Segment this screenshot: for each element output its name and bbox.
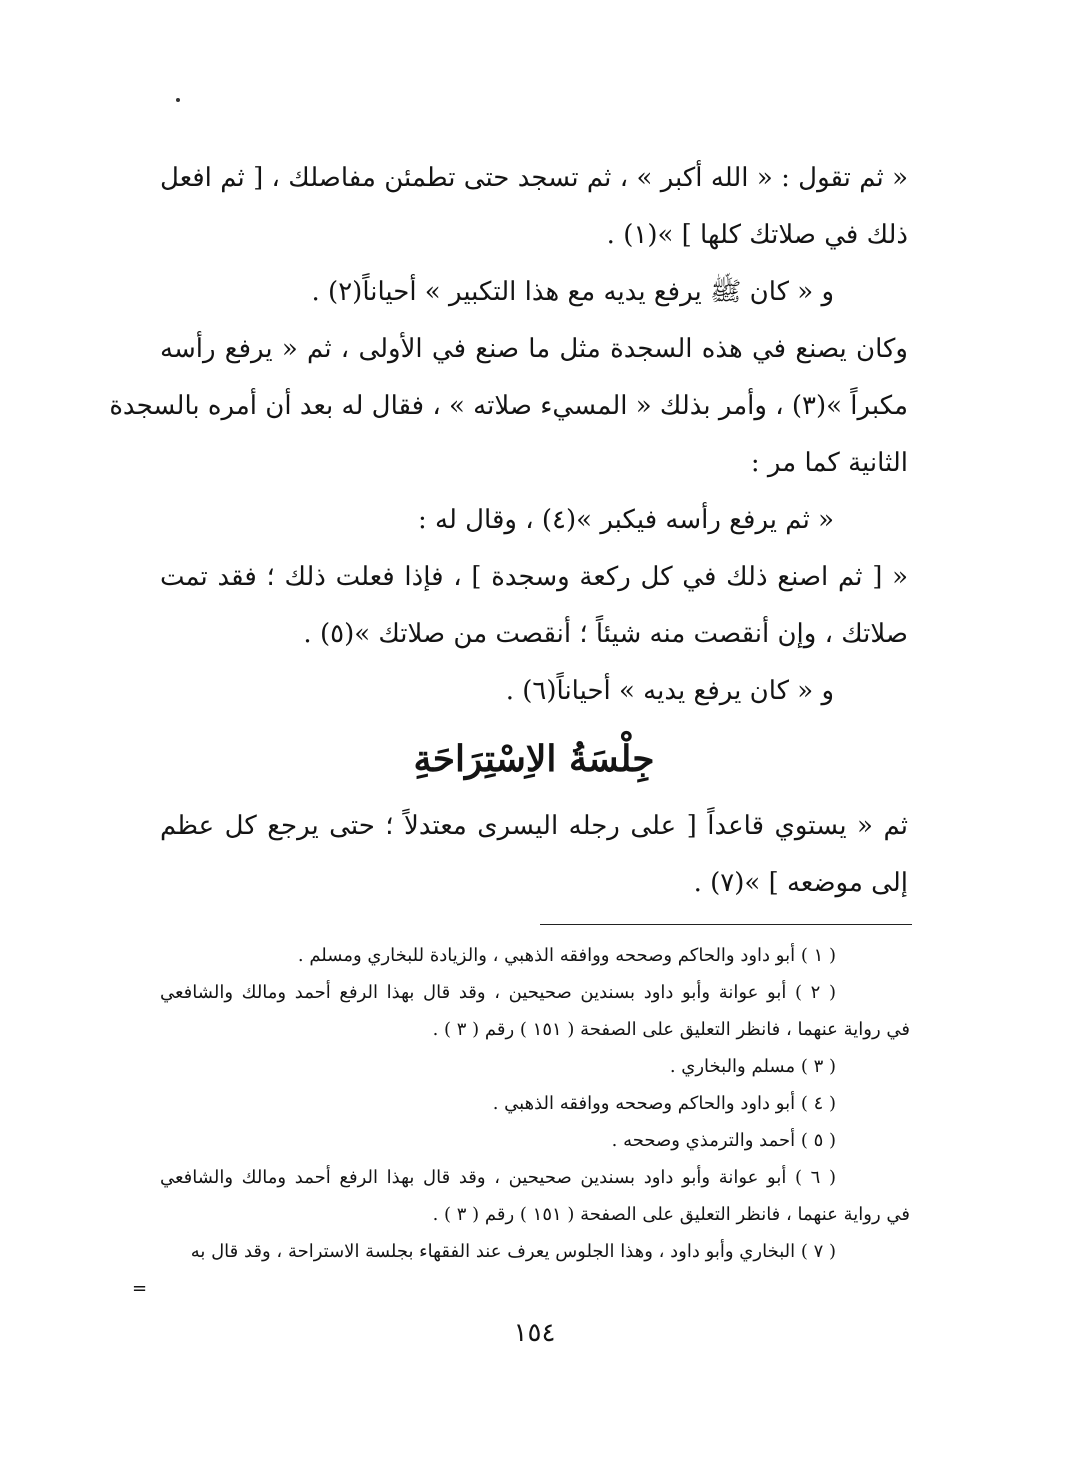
text-line: ثم « يستوي قاعداً [ على رجله اليسرى معتدلاً ؛ حتى يرجع كل عظم — [160, 811, 908, 841]
text-line: الثانية كما مر : — [750, 448, 908, 478]
footnote-continuation: في رواية عنهما ، فانظر التعليق على الصفحة ( ١٥١ ) رقم ( ٣ ) . — [432, 1019, 910, 1040]
footnote: ( ٥ ) أحمد والترمذي وصححه . — [611, 1130, 836, 1151]
footnote-continuation: في رواية عنهما ، فانظر التعليق على الصفحة ( ١٥١ ) رقم ( ٣ ) . — [432, 1204, 910, 1225]
footnote: ( ٦ ) أبو عوانة وأبو داود بسندين صحيحين ، وقد قال بهذا الرفع أحمد ومالك والشافعي — [160, 1167, 836, 1188]
text-line: مكبراً »(٣) ، وأمر بذلك « المسيء صلاته » ، فقال له بعد أن أمره بالسجدة — [109, 391, 908, 421]
footnote: ( ١ ) أبو داود والحاكم وصححه ووافقه الذهبي ، والزيادة للبخاري ومسلم . — [297, 945, 836, 966]
text-line: إلى موضعه ] »(٧) . — [693, 868, 908, 898]
text-line: وكان يصنع في هذه السجدة مثل ما صنع في الأولى ، ثم « يرفع رأسه — [160, 334, 908, 364]
text-line: « ثم تقول : « الله أكبر » ، ثم تسجد حتى تطمئن مفاصلك ، [ ثم افعل — [160, 163, 908, 193]
page-number: ١٥٤ — [513, 1318, 556, 1348]
footnote: ( ٤ ) أبو داود والحاكم وصححه ووافقه الذهبي . — [492, 1093, 836, 1114]
main-text — [109, 150, 908, 912]
footnote: ( ٢ ) أبو عوانة وأبو داود بسندين صحيحين ، وقد قال بهذا الرفع أحمد ومالك والشافعي — [160, 982, 836, 1003]
text-line: « ثم يرفع رأسه فيكبر »(٤) ، وقال له : — [418, 505, 834, 535]
footnote: ( ٧ ) البخاري وأبو داود ، وهذا الجلوس يعرف عند الفقهاء بجلسة الاستراحة ، وقد قال به — [190, 1241, 836, 1262]
footnote: ( ٣ ) مسلم والبخاري . — [669, 1056, 836, 1077]
text-line: ذلك في صلاتك كلها ] »(١) . — [606, 220, 908, 250]
page-speck — [176, 98, 180, 102]
section-heading: جِلْسَةُ الاِسْتِرَاحَةِ — [413, 738, 655, 780]
continuation-mark: = — [132, 1278, 148, 1299]
text-line: « [ ثم اصنع ذلك في كل ركعة وسجدة ] ، فإذا فعلت ذلك ؛ فقد تمت — [160, 562, 908, 592]
text-line: صلاتك ، وإن أنقصت منه شيئاً ؛ أنقصت من صلاتك »(٥) . — [303, 619, 908, 649]
footnote-separator — [540, 924, 912, 925]
text-line: و « كان يرفع يديه » أحياناً(٦) . — [505, 676, 834, 706]
footnotes — [160, 937, 910, 1270]
text-line: و « كان ﷺ يرفع يديه مع هذا التكبير » أحياناً(٢) . — [311, 277, 834, 307]
